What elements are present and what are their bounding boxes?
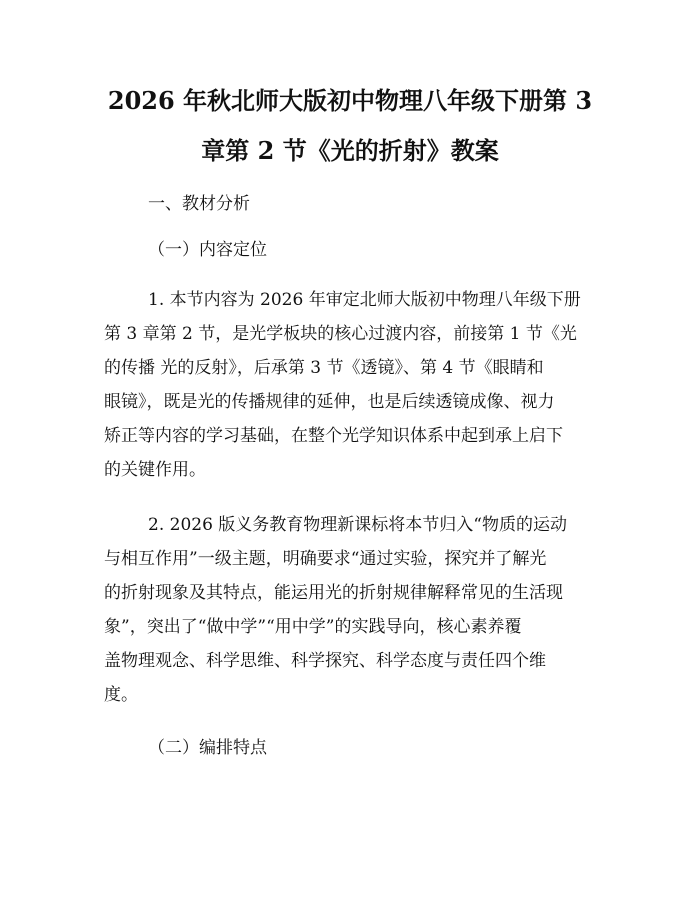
- paragraph-line: 矫正等内容的学习基础，在整个光学知识体系中起到承上启下: [104, 426, 563, 446]
- section-heading-teaching-material-analysis: 一、教材分析: [148, 194, 250, 214]
- paragraph-line: 的传播 光的反射》，后承第 3 节《透镜》、第 4 节《眼睛和: [104, 358, 544, 378]
- paragraph-line: 象”，突出了“做中学”“用中学”的实践导向，核心素养覆: [104, 617, 522, 637]
- paragraph-line: 与相互作用”一级主题，明确要求“通过实验，探究并了解光: [104, 549, 547, 569]
- paragraph-line: 的折射现象及其特点，能运用光的折射规律解释常见的生活现: [104, 583, 563, 603]
- paragraph-curriculum-standard: [104, 508, 604, 712]
- paragraph-content-positioning: [104, 283, 604, 487]
- paragraph-line: 的关键作用。: [104, 460, 206, 480]
- paragraph-line: 眼镜》，既是光的传播规律的延伸，也是后续透镜成像、视力: [104, 392, 555, 412]
- paragraph-line: 盖物理观念、科学思维、科学探究、科学态度与责任四个维: [104, 651, 546, 671]
- subsection-heading-arrangement-features: （二）编排特点: [148, 738, 267, 758]
- paragraph-line: 1. 本节内容为 2026 年审定北师大版初中物理八年级下册: [148, 290, 581, 310]
- subsection-heading-content-positioning: （一）内容定位: [148, 240, 267, 260]
- paragraph-line: 2. 2026 版义务教育物理新课标将本节归入“物质的运动: [148, 515, 567, 535]
- paragraph-line: 第 3 章第 2 节，是光学板块的核心过渡内容，前接第 1 节《光: [104, 324, 577, 344]
- paragraph-line: 度。: [104, 685, 138, 705]
- document-title-line-1: 2026 年秋北师大版初中物理八年级下册第 3: [107, 86, 593, 115]
- document-title-line-2: 章第 2 节《光的折射》教案: [201, 136, 499, 165]
